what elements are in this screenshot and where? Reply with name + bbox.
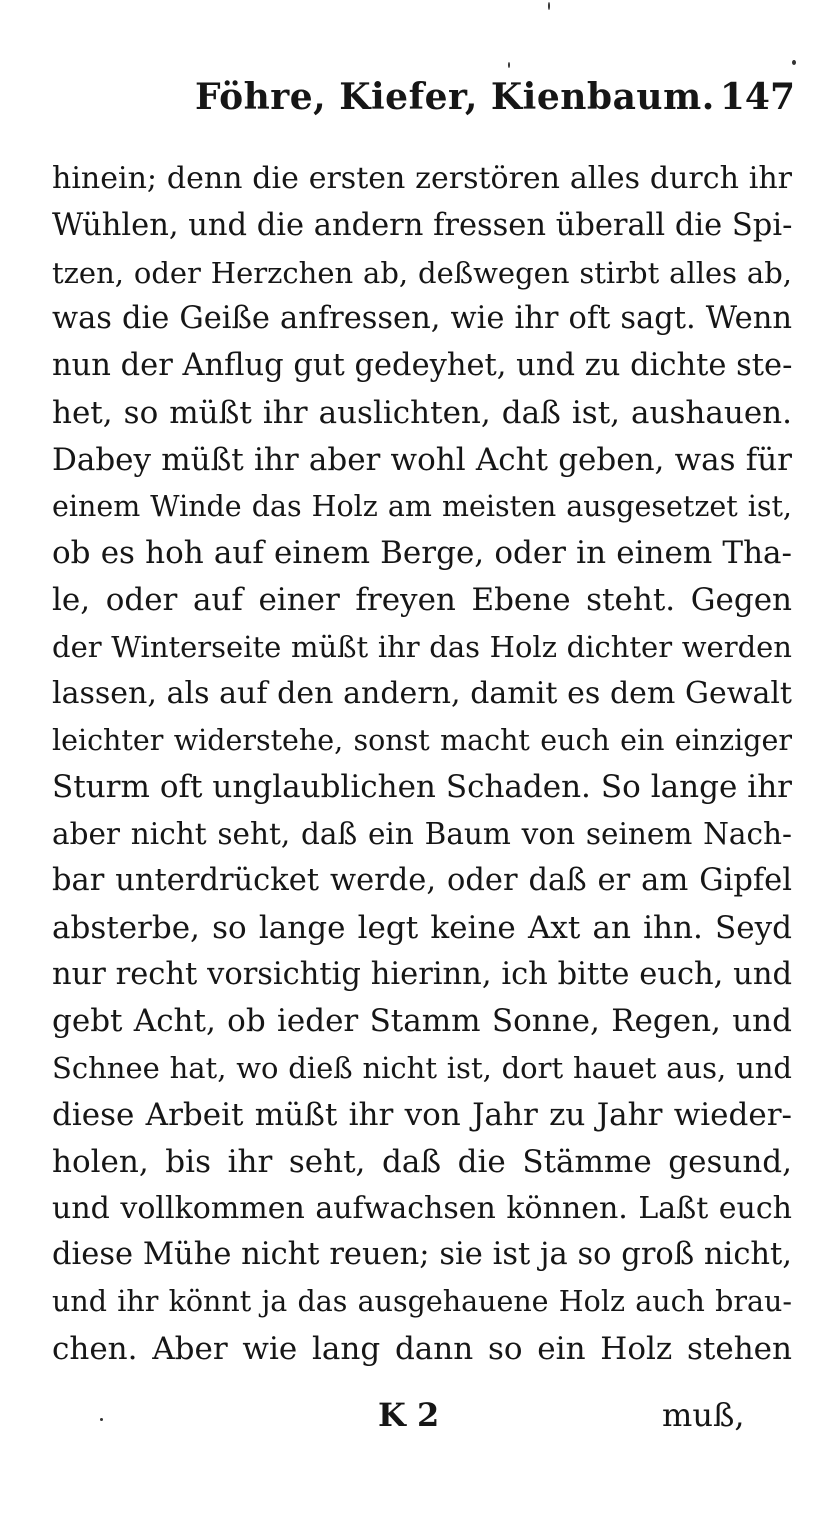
text-line: holen, bis ihr seht, daß die Stämme gesund, — [52, 1143, 792, 1180]
text-line: nur recht vorsichtig hierinn, ich bitte euch, und — [52, 956, 792, 992]
text-line: het, so müßt ihr auslichten, daß ist, aushauen. — [52, 394, 792, 431]
print-speck — [100, 1418, 103, 1421]
print-speck — [548, 2, 550, 10]
text-line: nun der Anflug gut gedeyhet, und zu dichte ste- — [52, 348, 792, 384]
text-line: und ihr könnt ja das ausgehauene Holz auch brau- — [52, 1285, 792, 1319]
running-title: Föhre, Kiefer, Kienbaum. — [195, 76, 715, 118]
text-line: Dabey müßt ihr aber wohl Acht geben, was für — [52, 441, 792, 478]
text-line: Wühlen, und die andern fressen überall die Spi- — [52, 207, 792, 243]
text-line: hinein; denn die ersten zerstören alles durch ihr — [52, 161, 792, 196]
running-head — [195, 70, 795, 122]
catchword: muß, — [662, 1396, 745, 1434]
page-number: 147 — [719, 76, 795, 118]
text-line: leichter widerstehe, sonst macht euch ein einziger — [52, 723, 792, 757]
text-line: Sturm oft unglaublichen Schaden. So lange ihr — [52, 769, 792, 806]
text-line: ob es hoh auf einem Berge, oder in einem Tha- — [52, 535, 792, 572]
print-speck — [508, 62, 510, 68]
text-line: einem Winde das Holz am meisten ausgesetzet ist, — [52, 489, 792, 523]
text-line: der Winterseite müßt ihr das Holz dichter werden — [52, 629, 792, 664]
page-footer — [0, 1392, 830, 1442]
text-line: diese Mühe nicht reuen; sie ist ja so groß nicht, — [52, 1237, 792, 1273]
text-line: diese Arbeit müßt ihr von Jahr zu Jahr wieder- — [52, 1096, 792, 1133]
text-line: absterbe, so lange legt keine Axt an ihn. Seyd — [52, 909, 792, 946]
text-line: und vollkommen aufwachsen können. Laßt euch — [52, 1190, 792, 1226]
text-line: was die Geiße anfressen, wie ihr oft sagt. Wenn — [52, 301, 792, 337]
print-speck — [792, 60, 796, 65]
text-line: aber nicht seht, daß ein Baum von seinem Nach- — [52, 817, 792, 852]
body-text — [52, 156, 792, 1373]
text-line: gebt Acht, ob ieder Stamm Sonne, Regen, und — [52, 1003, 792, 1040]
text-line: chen. Aber wie lang dann so ein Holz stehen — [52, 1330, 792, 1367]
text-line: le, oder auf einer freyen Ebene steht. Gegen — [52, 582, 792, 619]
text-line: lassen, als auf den andern, damit es dem Gewalt — [52, 675, 792, 711]
text-line: bar unterdrücket werde, oder daß er am Gipfel — [52, 862, 792, 898]
text-line: tzen, oder Herzchen ab, deßwegen stirbt alles ab, — [52, 255, 792, 290]
signature-mark: K 2 — [378, 1396, 440, 1434]
text-line: Schnee hat, wo dieß nicht ist, dort hauet aus, und — [52, 1051, 792, 1086]
